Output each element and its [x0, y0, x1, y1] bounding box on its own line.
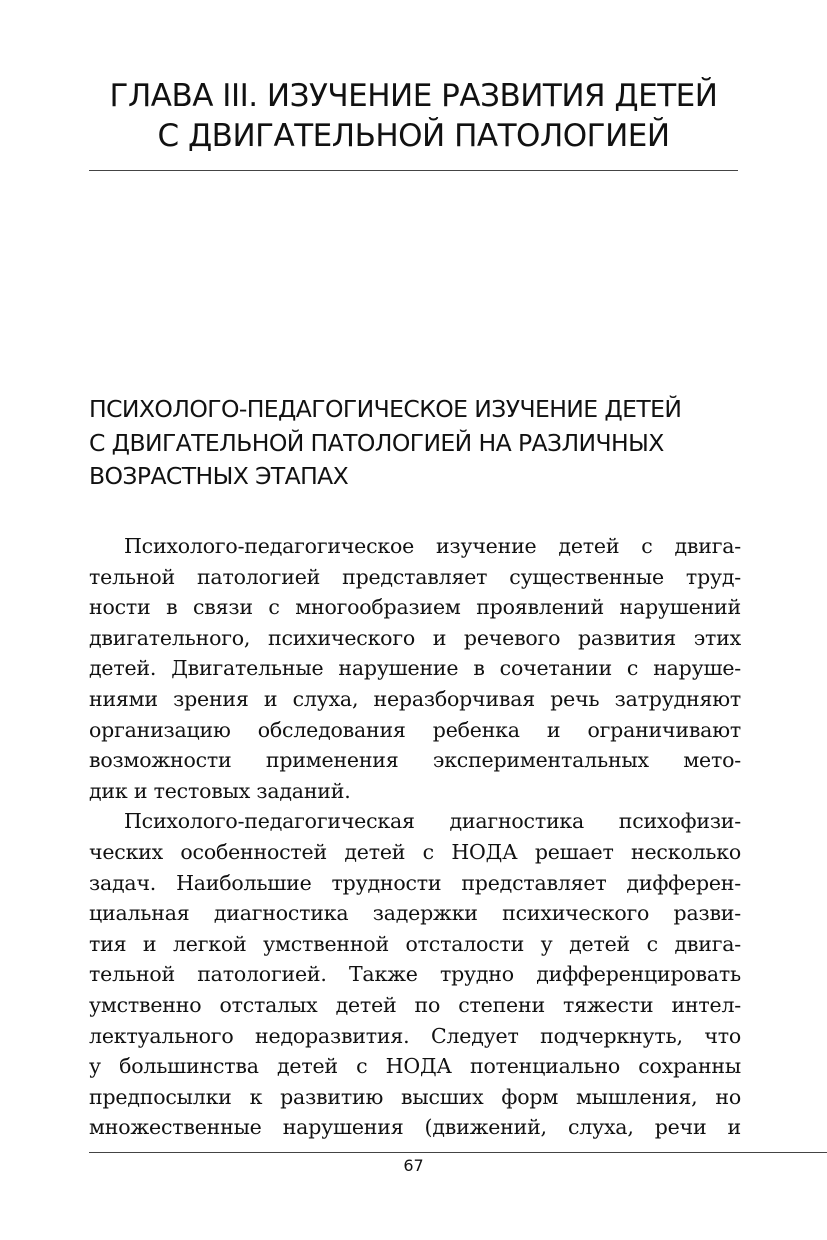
text-line: лектуального недоразвития. Следует подчеркнуть, что — [89, 1023, 741, 1048]
text-line: Психолого-педагогическая диагностика психофизи- — [124, 809, 741, 834]
text-line: возможности применения экспериментальных мето- — [89, 748, 741, 773]
text-line: детей. Двигательные нарушение в сочетании с наруше- — [89, 656, 741, 681]
text-line: тельной патологией представляет существенные труд- — [89, 564, 741, 589]
paragraph-2 — [89, 806, 741, 1143]
chapter-title-line: ГЛАВА III. ИЗУЧЕНИЕ РАЗВИТИЯ ДЕТЕЙ — [109, 78, 718, 114]
text-line: множественные нарушения (движений, слуха, речи и — [89, 1115, 741, 1140]
text-line: дик и тестовых заданий. — [89, 778, 351, 803]
text-line: организацию обследования ребенка и ограничивают — [89, 717, 741, 742]
page-number: 67 — [403, 1156, 424, 1175]
text-line: ниями зрения и слуха, неразборчивая речь затрудняют — [89, 686, 741, 711]
text-line: Психолого-педагогическое изучение детей с двига- — [124, 534, 741, 558]
text-line: ности в связи с многообразием проявлений нарушений — [89, 595, 741, 620]
footer-divider — [89, 1152, 827, 1153]
text-line: у большинства детей с НОДА потенциально сохранны — [89, 1054, 741, 1079]
text-line: двигательного, психического и речевого развития этих — [89, 625, 741, 650]
paragraph-1 — [89, 531, 741, 806]
body-text — [89, 531, 741, 1143]
text-line: задач. Наибольшие трудности представляет дифферен- — [89, 870, 741, 895]
section-title-line: ПСИХОЛОГО-ПЕДАГОГИЧЕСКОЕ ИЗУЧЕНИЕ ДЕТЕЙ — [89, 395, 682, 423]
chapter-title — [60, 76, 767, 156]
chapter-title-line: С ДВИГАТЕЛЬНОЙ ПАТОЛОГИЕЙ — [157, 118, 670, 154]
title-divider — [89, 170, 738, 171]
text-line: предпосылки к развитию высших форм мышления, но — [89, 1084, 741, 1109]
section-title-line: С ДВИГАТЕЛЬНОЙ ПАТОЛОГИЕЙ НА РАЗЛИЧНЫХ — [89, 428, 664, 457]
text-line: тия и легкой умственной отсталости у детей с двига- — [89, 931, 741, 956]
section-title — [89, 393, 769, 494]
text-line: тельной патологией. Также трудно дифференцировать — [89, 962, 741, 987]
text-line: циальная диагностика задержки психического разви- — [89, 901, 741, 926]
text-line: умственно отсталых детей по степени тяжести интел- — [89, 992, 741, 1017]
section-title-line: ВОЗРАСТНЫХ ЭТАПАХ — [89, 462, 349, 490]
text-line: ческих особенностей детей с НОДА решает несколько — [89, 839, 741, 864]
